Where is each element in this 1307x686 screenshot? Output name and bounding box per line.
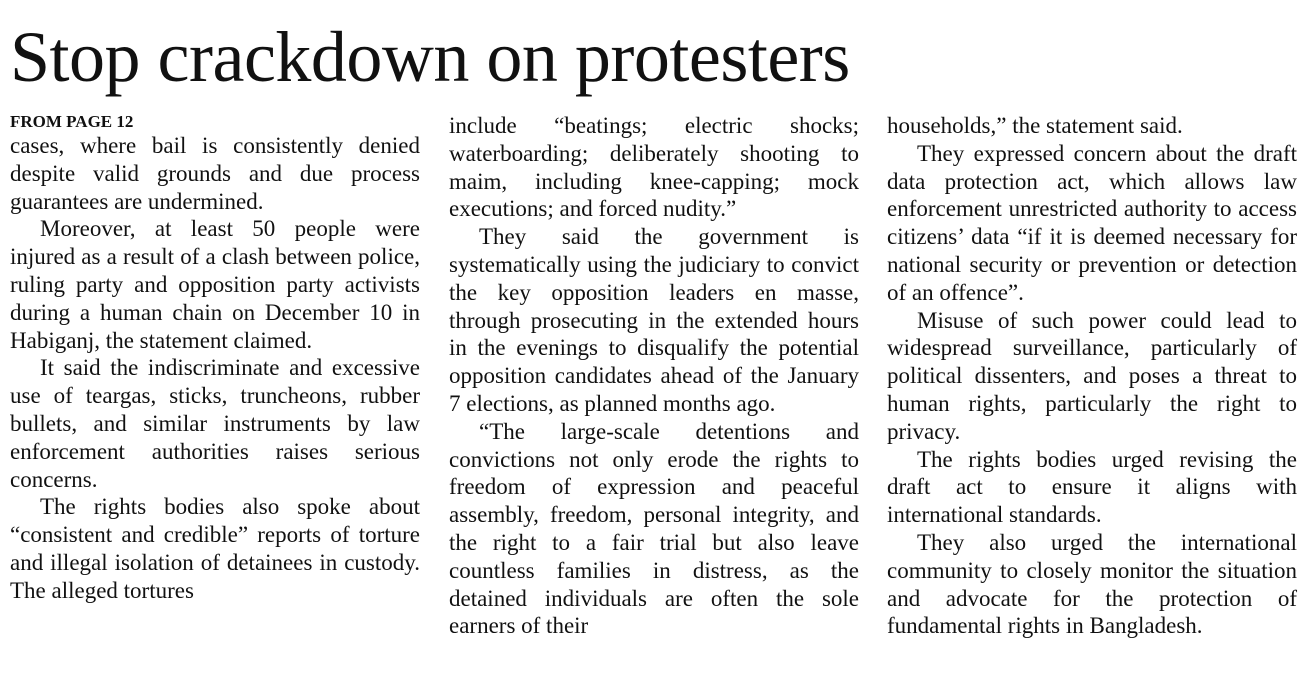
paragraph: The rights bodies also spoke about “consistent and credible” reports of torture and illegal isolation of detainees in custody. The alleged tortures: [10, 494, 420, 603]
paragraph: Moreover, at least 50 people were injured as a result of a clash between police, ruling party and opposition party activists during a human chain on December 10 in Habiganj, the statement claimed.: [10, 216, 420, 353]
paragraph: Misuse of such power could lead to widespread surveillance, particularly of political dissenters, and poses a threat to human rights, particularly the right to privacy.: [887, 307, 1297, 444]
paragraph: households,” the statement said.: [887, 113, 1183, 138]
article-column-3: [887, 112, 1297, 640]
continuation-kicker: FROM PAGE 12: [10, 112, 134, 131]
headline: Stop crackdown on protesters: [10, 17, 850, 97]
paragraph: They expressed concern about the draft data protection act, which allows law enforcement unrestricted authority to access citizens’ data “if it is deemed necessary for national security or prevention or detection of an offence”.: [887, 140, 1297, 305]
article-column-2: [449, 112, 859, 640]
paragraph: They also urged the international community to closely monitor the situation and advocate for the protection of fundamental rights in Bangladesh.: [887, 529, 1297, 639]
paragraph: “The large-scale detentions and convictions not only erode the rights to freedom of expression and peaceful assembly, freedom, personal integrity, and the right to a fair trial but also leave countless families in distress, as the detained individuals are often the sole earners of their: [449, 418, 859, 639]
paragraph: It said the indiscriminate and excessive use of teargas, sticks, truncheons, rubber bullets, and similar instruments by law enforcement authorities raises serious concerns.: [10, 355, 420, 492]
paragraph: They said the government is systematically using the judiciary to convict the key opposition leaders en masse, through prosecuting in the extended hours in the evenings to disqualify the potential opposition candidates ahead of the January 7 elections, as planned months ago.: [449, 224, 859, 416]
paragraph: include “beatings; electric shocks; waterboarding; deliberately shooting to maim, including knee-capping; mock executions; and forced nudity.”: [449, 113, 859, 222]
paragraph: cases, where bail is consistently denied despite valid grounds and due process guarantees are undermined.: [10, 133, 420, 214]
paragraph: The rights bodies urged revising the draft act to ensure it aligns with international standards.: [887, 446, 1297, 528]
article-column-1: [10, 112, 420, 605]
